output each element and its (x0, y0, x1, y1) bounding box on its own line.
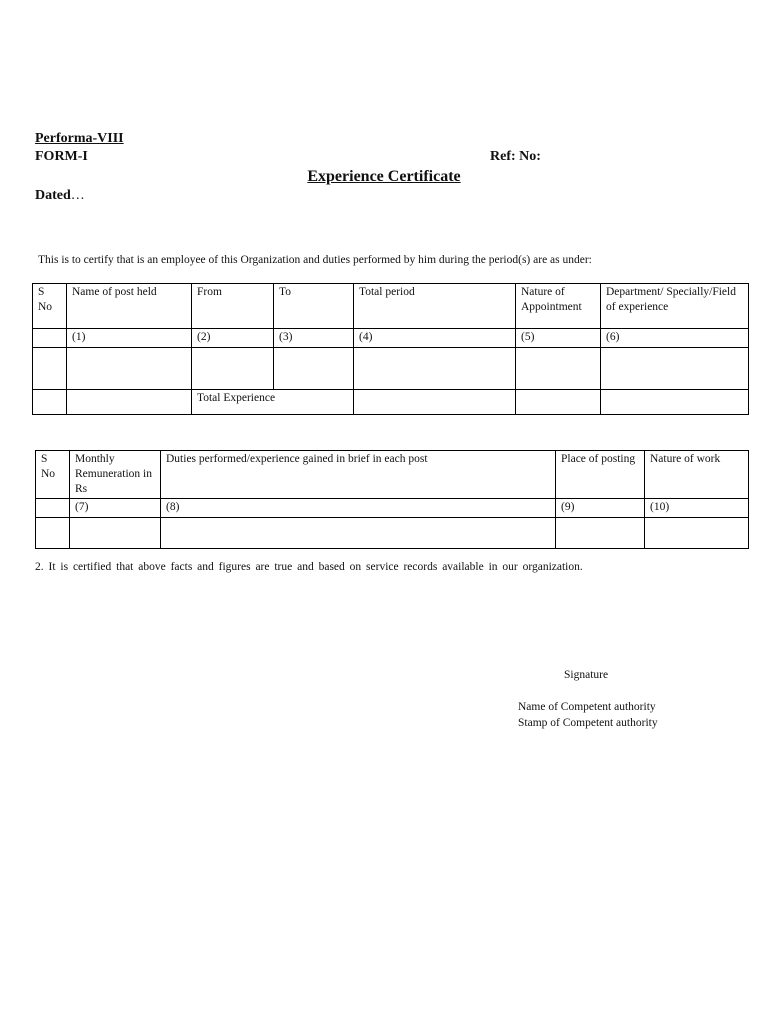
total-experience-row (33, 390, 749, 415)
header-cell: S No (36, 451, 70, 499)
intro-text: This is to certify that is an employee of this Organization and duties performed by him during the period(s) are as under: (38, 254, 592, 266)
entry-cell (645, 518, 749, 549)
entry-cell (67, 390, 192, 415)
entry-cell (33, 348, 67, 390)
form-label: FORM-I (35, 149, 88, 164)
table-header-row (36, 451, 749, 499)
entry-cell (33, 390, 67, 415)
column-number-row (36, 499, 749, 518)
dated-label: Dated (35, 188, 71, 203)
entry-cell (556, 518, 645, 549)
dated-dots: … (70, 188, 85, 203)
competent-authority-stamp: Stamp of Competent authority (518, 717, 658, 729)
signature-label: Signature (564, 669, 609, 681)
number-cell: (4) (354, 329, 516, 348)
number-cell: (10) (645, 499, 749, 518)
entry-cell (36, 518, 70, 549)
entry-cell (601, 348, 749, 390)
entry-cell (161, 518, 556, 549)
entry-cell (601, 390, 749, 415)
header-cell: Place of posting (556, 451, 645, 499)
table-row (33, 348, 749, 390)
number-cell: (8) (161, 499, 556, 518)
document-title: Experience Certificate (307, 168, 461, 185)
table-header-row (33, 284, 749, 329)
number-cell: (3) (274, 329, 354, 348)
header-cell: To (274, 284, 354, 329)
number-cell: (7) (70, 499, 161, 518)
dated-line (35, 188, 85, 204)
number-cell: (9) (556, 499, 645, 518)
header-cell: Duties performed/experience gained in brief in each post (161, 451, 556, 499)
column-number-row (33, 329, 749, 348)
number-cell: (1) (67, 329, 192, 348)
total-experience-label: Total Experience (192, 390, 354, 415)
competent-authority-name: Name of Competent authority (518, 701, 656, 713)
duties-table (35, 450, 749, 549)
number-cell: (5) (516, 329, 601, 348)
number-cell: (6) (601, 329, 749, 348)
number-cell (36, 499, 70, 518)
entry-cell (354, 390, 516, 415)
entry-cell (67, 348, 192, 390)
entry-cell (516, 390, 601, 415)
number-cell: (2) (192, 329, 274, 348)
post-history-table (32, 283, 749, 415)
header-cell: Nature of Appointment (516, 284, 601, 329)
performa-label: Performa-VIII (35, 131, 124, 146)
number-cell (33, 329, 67, 348)
header-cell: Nature of work (645, 451, 749, 499)
entry-cell (516, 348, 601, 390)
ref-no-label: Ref: No: (490, 149, 541, 164)
header-cell: Department/ Specially/Field of experience (601, 284, 749, 329)
header-cell: Monthly Remuneration in Rs (70, 451, 161, 499)
entry-cell (70, 518, 161, 549)
header-cell: S No (33, 284, 67, 329)
entry-cell (192, 348, 274, 390)
entry-cell (274, 348, 354, 390)
header-cell: Total period (354, 284, 516, 329)
table-row (36, 518, 749, 549)
entry-cell (354, 348, 516, 390)
certification-statement: 2. It is certified that above facts and figures are true and based on service records available in our organization. (35, 561, 583, 573)
header-cell: Name of post held (67, 284, 192, 329)
header-cell: From (192, 284, 274, 329)
